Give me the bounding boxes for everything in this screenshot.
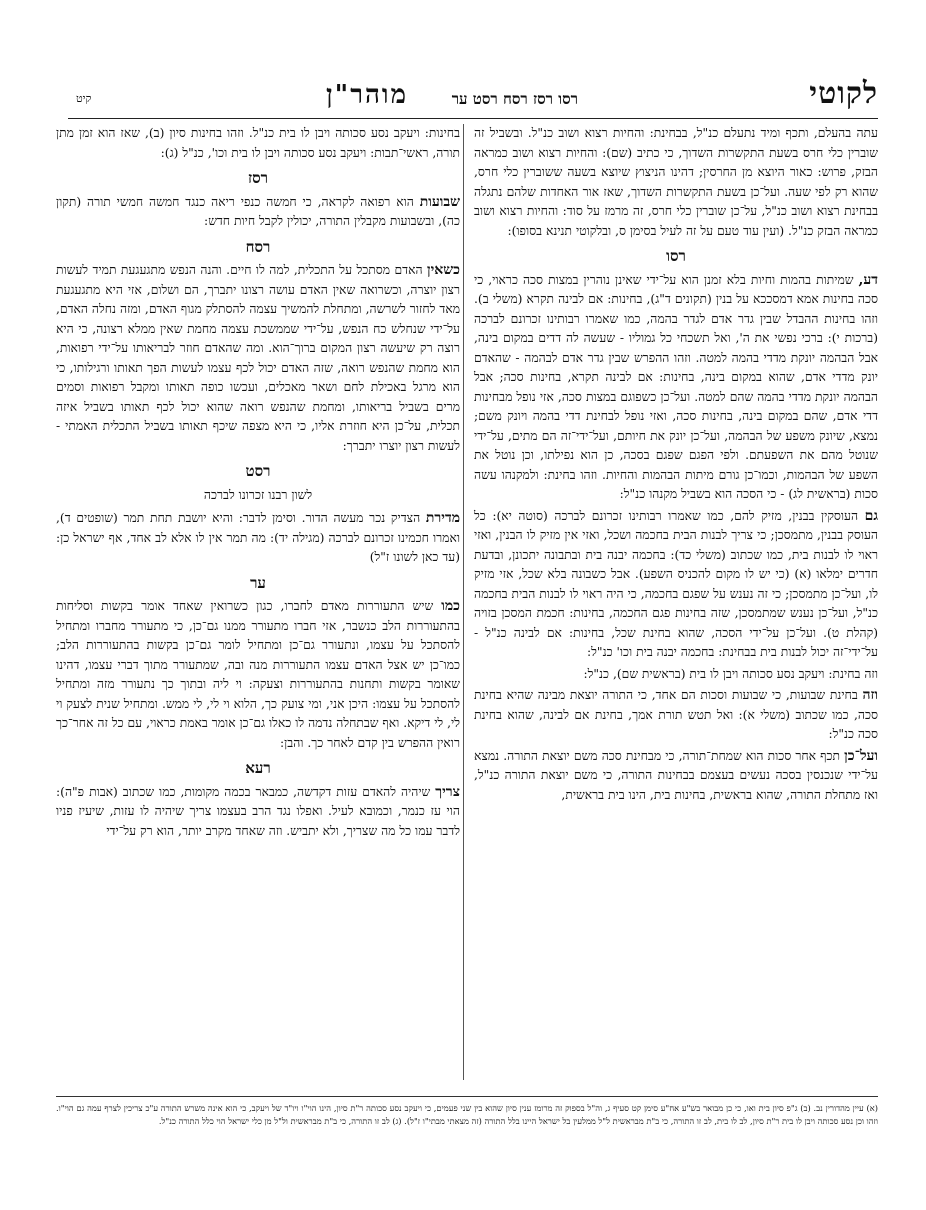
paragraph-text: שיש התעוררות מאדם לחברו, כגון כשרואין שאחד אומר בקשות וסליחות בהתעוררות הלב כנשבר, אזי חברו מתעורר ממנו גם־כן, כי מתעורר מחברו ומתחיל להסתכל על עצמו, ונתעורר גם־כן ומתחיל לומר גם־כן בקשות בהתעוררות הלב; כמו־כן יש אצל האדם עצמו התעוררות מנה ובה, שמתעורר מתוך דברי עצמו, דהינו שאומר בקשות ותחנות בהתעוררות וצעקה: וי ליה ובתוך כך נתעורר מזה ומתחיל להסתכל על עצמו: היכן אני, ומי צועק כך, הלוא וי לי, לי ממש. ומתחיל שנית לצעק וי לי, לי דיקא. ואף שבתחלה נדמה לו כאלו גם־כן אומר באמת כראוי, עם כל זה אחר־כך רואין ההפרש בין קדם לאחר כך. והבן: <box>56 599 460 750</box>
paragraph: וזה בחינת: ויעקב נסע סכותה ויבן לו בית (בראשית שם), כנ"ל: <box>583 666 878 681</box>
paragraph-text: שיהיה להאדם עזות דקדשה, כמבאר בכמה מקומות, כמו שכתוב (אבות פ"ה): הוי עז כנמר, וכמובא לעיל. ואפלו נגד הרב בעצמו צריך שיהיה לו עזות, שיעיז פניו לדבר עמו כל מה שצריך, ולא יתביש. וזה שאחד מקרב יותר, הוא רק על־ידי <box>56 784 460 838</box>
lead-word: כשאין <box>427 262 460 278</box>
column-divider <box>463 124 464 1080</box>
section-range: רסו רסז רסח רסט ער <box>451 90 578 108</box>
running-header <box>68 72 878 116</box>
lead-word: שבועות <box>419 193 460 210</box>
footnotes: (א) עיין מהדורין נב. (ב) ג"פ סיון בית ואו, כי כן מבואר בש"ע אח"ע סימן קט סעיף ג, וה"ל בספוק זה מרומז ענין סיון שהוא בין שני פעמים, כי ויעקב נסע סכותה ר"ת סיון, הינו הוי"ו ויו"ד של ויעקב, כי הוא אינה משרש התורה ע"כ צריכין לצרף עמה גם הוי"ו. וזהו וכן נסע סכותה ויבן לו בית ר"ת סיון, לב לו בית, לב זו התורה, כי ב"ת מבראשית ל"ל ממלעין בל ישראל היינו בלל התורה (זה מצאתי מבתי"ו ז"ל). (ג) לב זו התורה, כי ב"ת מבראשית ול"ל מן כלי ישראל הוי כלל התורה כנ"ל. <box>56 1103 878 1126</box>
lead-word: דע, <box>858 271 878 288</box>
paragraph <box>56 597 460 753</box>
paragraph <box>56 261 460 456</box>
left-column <box>56 124 460 843</box>
section-heading-267: רסז <box>247 169 269 187</box>
section-heading-269: רסט <box>245 462 271 480</box>
section-subtitle: לשון רבנו זכרונו לברכה <box>203 487 313 502</box>
paragraph <box>56 509 460 568</box>
paragraph <box>474 271 878 505</box>
paragraph-text: הצדיק נכר מעשה הדור. וסימן לדבר: והיא יושבת תחת תמר (שופטים ד), ואמרו חכמינו זכרונם לברכה (מגילה יד): מה תמר אין לו אלא לב אחד, אף ישראל כן: (עד כאן לשונו ז"ל) <box>56 511 460 564</box>
running-title-mid: מוהר"ן <box>326 80 408 110</box>
paragraph-text: תכף אחר סכות הוא שמחת־תורה, כי מבחינת סכה משם יוצאת התורה. נמצא על־ידי שנכנסין בסכה נעשים בעצמם בבחינות התורה, כי משם יוצאת התורה כנ"ל, ואז מתחלת התורה, שהוא בראשית, בחינות בית, הינו בית בראשית, <box>474 748 878 802</box>
lead-word: וזה <box>862 687 878 703</box>
paragraph-text: שמיתות בהמות וחיות בלא זמנן הוא על־ידי שאינן נוהרין במצות סכה כראוי, כי סכה בחינות אמא דמסככא על בנין (תקונים ד"ג), בחינות: אם לבינה תקרא (משלי ב). וזהו בחינות ההבדל שבין גדר אדם לגדר בהמה, כמו שאמרו רבותינו זכרונם לברכה (ברכות י): ברכי נפשי את ה', ואל תשכחי כל גמוליו - שעשה לה דדים במקום בינה, אבל הבהמה יונקת מדדי בהמה למטה. וזהו ההפרש שבין גדר אדם לבהמה - שהאדם יונק מדדי אדם, שהוא במקום בינה, בחינות: אם לבינה תקרא, בחינות סכה; אבל הבהמה יונקת מדדי בהמה שהם למטה. ועל־כן כשפוגם במצות סכה, אזי נופל מבחינות דדי אדם, שהם במקום בינה, בחינות סכה, ואזי נופל לבחינת דדי בהמה ויונק משם; נמצא, שיונק משפע של הבהמה, ועל־כן יונק את חיותם, ועל־ידי־זה הם מתים, על־ידי שנוטל מהם את השפעתם. ולפי הפגם שפגם בסכה, כן הוא נפילתו, וכן נוטל את השפע של הבהמות, וכמו־כן גורם מיתות הבהמות והחיות. וזהו בחינת: ולמקנהו עשה סכות (בראשית לג) - כי הסכה הוא בשביל מקנהו כנ"ל: <box>474 272 878 501</box>
paragraph <box>474 507 878 663</box>
paragraph: בחינות: ויעקב נסע סכותה ויבן לו בית כנ"ל. וזהו בחינות סיון (ב), שאז הוא זמן מתן תורה, ראשי־תבות: ויעקב נסע סכותה ויבן לו בית וכו', כנ"ל (ג): <box>56 126 460 160</box>
paragraph <box>56 193 460 232</box>
lead-word: כמו <box>441 598 460 614</box>
header-rule <box>68 118 878 119</box>
right-column <box>474 124 878 807</box>
section-heading-271: רעא <box>245 759 271 777</box>
paragraph-text: בחינת שבועות, כי שבועות וסכות הם אחד, כי התורה יוצאת מבינה שהיא בחינת סכה, כמו שכתוב (משלי א): ואל תטש תורת אמך, בחינת אם לבינה, שהוא בחינת סכה כנ"ל: <box>474 688 878 741</box>
paragraph <box>56 783 460 842</box>
lead-word: צריך <box>435 783 460 800</box>
paragraph <box>474 686 878 745</box>
paragraph-text: הוא רפואה לקראה, כי חמשה כנפי ריאה כנגד חמשה חמשי תורה (תקון כה), ובשבועות מקבלין התורה, יכולין לקבל חיות חדש: <box>56 194 460 228</box>
lead-word: גם <box>864 507 878 524</box>
paragraph: עתה בהעלם, ותכף ומיד נתעלם כנ"ל, בבחינת: והחיות רצוא ושוב כנ"ל. ובשביל זה שוברין כלי חרס בשעת התקשרות השדוך, כי כתיב (שם): והחיות רצוא ושוב כמראה הבזק, פרוש: כאור היוצא מן החרסין; דהינו הניצוץ שיוצא בשעה ששוברין כלי חרס, שהוא רק לפי שעה. ועל־כן בשעת התקשרות השדוך, שאז אור האחדות שלהם נתגלה בבחינת רצוא ושוב כנ"ל, על־כן שוברין כלי חרס, זה מרמז על סוד: והחיות רצוא ושוב כמראה הבזק כנ"ל. (ועין עוד טעם על זה לעיל בסימן ס, ובלקוטי תנינא בסופו): <box>474 126 878 238</box>
footnote-rule <box>56 1096 878 1097</box>
paragraph-text: העוסקין בבנין, מזיק להם, כמו שאמרו רבותינו זכרונם לברכה (סוטה יא): כל העוסק בבנין, מתמסכן; כי צריך לבנות הבית בחכמה ושכל, ואזי אין מזיק לו הבנין, ואזי ראוי לו לבנות בית, כמו שכתוב (משלי כד): בחכמה יבנה בית ובתבונה יתכונן, ובדעת חדרים ימלאו (א) (כי יש לו מקום להכניס השפע). אבל כשבונה בלא שכל, אזי מזיק לו, ועל־כן מתמסכן; כי זה נענש על שפגם בחכמה, כי היה ראוי לו לבנות הבית בחכמה כנ"ל, ועל־כן נענש שמתמסכן, שזה בחינות פגם החכמה, בחינות: חכמת המסכן בזויה (קהלת ט). ועל־כן על־ידי הסכה, שהוא בחינת שכל, בחינות: אם לבינה כנ"ל - על־ידי־זה יכול לבנות בית בבחינת: בחכמה יבנה בית וכו' כנ"ל: <box>474 508 878 659</box>
folio-number: קיט <box>76 92 92 105</box>
section-heading-268: רסח <box>245 237 271 256</box>
paragraph-text: האדם מסתכל על התכלית, למה לו חיים. והנה הנפש מתגעגעת תמיד לעשות רצון יוצרה, וכשרואה שאין האדם עושה רצונו יתברך, הם ושלום, אזי היא מתגעגעת מאד לחזור לשרשה, ומתחלת להמשיך עצמה להסתלק מגוף האדם, ומזה נחלה האדם, על־ידי שנחלש כח הנפש, על־ידי שממשכת עצמה מחמת שאין ממלא רצונה, כי היא רוצה רק שיעשה רצון המקום ברוך־הוא. ומה שהאדם חוזר לבריאותו על־ידי רפואות, הוא מחמת שהנפש רואה, שזה האדם יכול לכף עצמו לעשות הפך תאותו ורגילותו, כי הוא מרגל באכילת לחם ושאר מאכלים, ועכשו כופה תאותו ומקבל רפואות וסמים מרים בשביל בריאותו, ומחמת שהנפש רואה שהוא יכול לכף תאותו בשביל איזה תכלית, על־כן היא חוזרת אליו, כי היא מצפה שיכף תאותו בשביל התכלית האמתי - לעשות רצון יוצרו יתברך: <box>56 263 460 453</box>
section-heading-266: רסו <box>666 247 686 265</box>
lead-word: מדירת <box>425 510 460 526</box>
lead-word: ועל־כן <box>844 747 878 764</box>
section-heading-270: ער <box>250 573 266 592</box>
running-title-right: לקוטי <box>809 76 878 111</box>
paragraph <box>474 747 878 806</box>
